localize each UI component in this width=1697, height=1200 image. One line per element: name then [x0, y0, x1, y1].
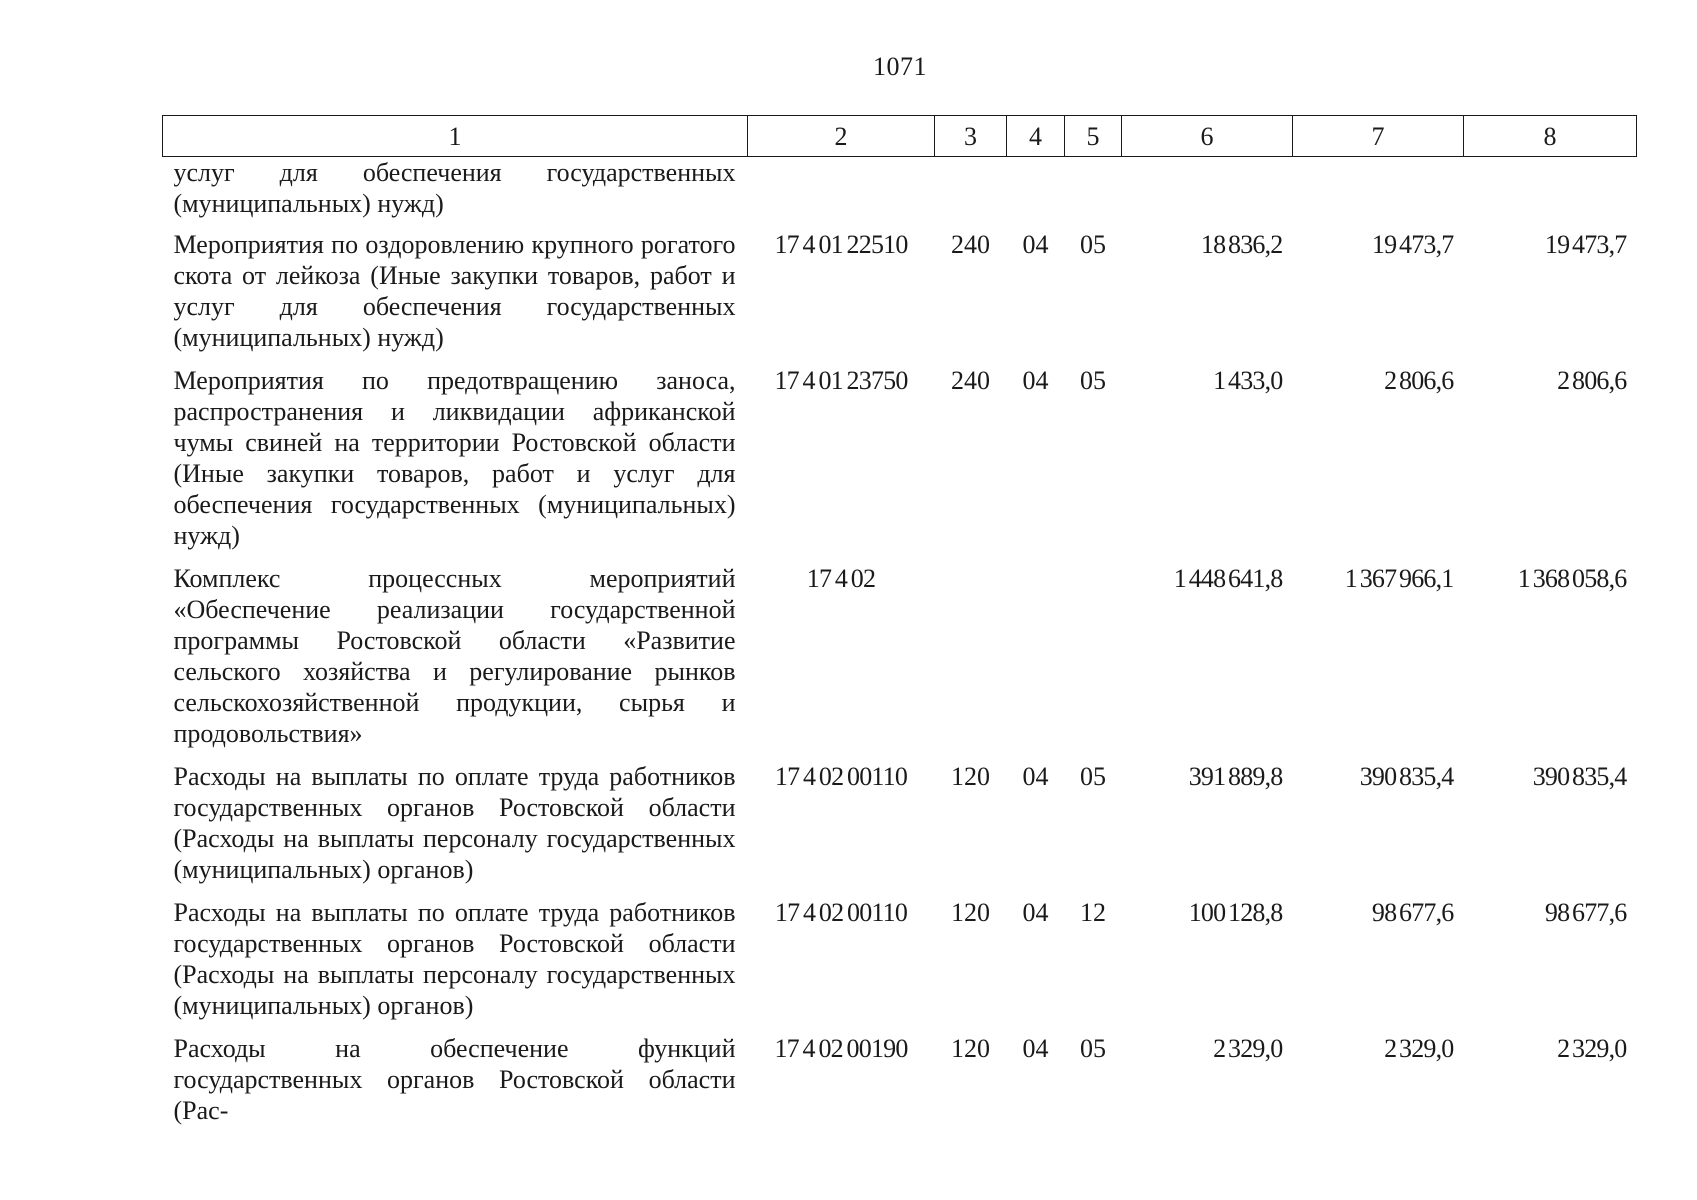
row-description: Комплекс процессных мероприятий «Обеспечение реализации государственной программы Ростовской области «Развитие сельского хозяйства и регулирование рынков сельскохозяйственной продукции, сырья и продовольствия»: [173, 564, 736, 748]
row-subsection: 05: [1080, 762, 1106, 791]
row-expense-type: 240: [951, 230, 990, 259]
row-description: Расходы на обеспечение функций государственных органов Ростовской области (Рас-: [173, 1034, 736, 1125]
row-amount-col6: 391 889,8: [1188, 762, 1283, 791]
row-amount-col6: [1122, 157, 1293, 230]
row-amount-col7: 1 367 966,1: [1344, 564, 1454, 593]
row-subsection: [1065, 563, 1122, 761]
table-row: [163, 897, 1637, 1033]
row-section: 04: [1022, 1034, 1049, 1063]
row-amount-col8: [1464, 157, 1637, 230]
row-section: 04: [1022, 230, 1049, 259]
row-amount-col8: 2 806,6: [1557, 366, 1627, 395]
column-header-3: 3: [935, 116, 1007, 157]
row-amount-col6: 1 448 641,8: [1173, 564, 1283, 593]
table-row: [163, 157, 1637, 230]
page-number: 1071: [873, 52, 927, 81]
column-header-6: 6: [1122, 116, 1293, 157]
row-target-code: 17 4 02 00190: [774, 1034, 908, 1063]
row-target-code: 17 4 02 00110: [774, 762, 908, 791]
row-target-code: 17 4 01 23750: [774, 366, 908, 395]
row-target-code: 17 4 02 00110: [774, 898, 908, 927]
column-header-4: 4: [1007, 116, 1065, 157]
row-subsection: 05: [1080, 230, 1106, 259]
row-expense-type: 120: [951, 1034, 990, 1063]
row-subsection: 05: [1080, 366, 1106, 395]
table-row: [163, 761, 1637, 897]
column-header-2: 2: [748, 116, 935, 157]
table-row: [163, 365, 1637, 563]
budget-table: [162, 115, 1637, 1138]
table-row: [163, 229, 1637, 365]
row-amount-col7: [1293, 157, 1464, 230]
row-description: Мероприятия по предотвращению заноса, распространения и ликвидации африканской чумы свиней на территории Ростовской области (Иные закупки товаров, работ и услуг для обеспечения государственных (муниципальных) нужд): [173, 366, 736, 550]
table-row: [163, 1033, 1637, 1138]
row-expense-type: [935, 157, 1007, 230]
row-target-code: 17 4 02: [806, 564, 876, 593]
row-subsection: 12: [1080, 898, 1106, 927]
row-section: 04: [1022, 762, 1049, 791]
row-amount-col8: 19 473,7: [1544, 230, 1627, 259]
row-section: [1007, 563, 1065, 761]
column-header-7: 7: [1293, 116, 1464, 157]
row-amount-col7: 19 473,7: [1371, 230, 1454, 259]
row-expense-type: [935, 563, 1007, 761]
column-header-5: 5: [1065, 116, 1122, 157]
row-section: 04: [1022, 898, 1049, 927]
row-section: [1007, 157, 1065, 230]
row-amount-col6: 1 433,0: [1213, 366, 1283, 395]
row-description: Мероприятия по оздоровлению крупного рогатого скота от лейкоза (Иные закупки товаров, работ и услуг для обеспечения государственных (муниципальных) нужд): [173, 230, 736, 352]
row-amount-col6: 18 836,2: [1200, 230, 1283, 259]
column-header-8: 8: [1464, 116, 1637, 157]
row-expense-type: 240: [951, 366, 990, 395]
row-amount-col8: 98 677,6: [1544, 898, 1627, 927]
row-description: услуг для обеспечения государственных (муниципальных) нужд): [173, 158, 736, 218]
row-description: Расходы на выплаты по оплате труда работников государственных органов Ростовской области (Расходы на выплаты персоналу государственных (муниципальных) органов): [173, 762, 736, 884]
row-amount-col7: 390 835,4: [1359, 762, 1454, 791]
row-amount-col8: 2 329,0: [1557, 1034, 1627, 1063]
table-header-row: [163, 116, 1637, 157]
row-amount-col6: 100 128,8: [1188, 898, 1283, 927]
row-subsection: [1065, 157, 1122, 230]
row-target-code: [748, 157, 935, 230]
row-amount-col8: 390 835,4: [1532, 762, 1627, 791]
row-expense-type: 120: [951, 898, 990, 927]
row-section: 04: [1022, 366, 1049, 395]
row-amount-col7: 2 806,6: [1384, 366, 1454, 395]
column-header-1: 1: [163, 116, 748, 157]
row-amount-col6: 2 329,0: [1213, 1034, 1283, 1063]
row-expense-type: 120: [951, 762, 990, 791]
row-target-code: 17 4 01 22510: [774, 230, 908, 259]
row-amount-col7: 98 677,6: [1371, 898, 1454, 927]
row-subsection: 05: [1080, 1034, 1106, 1063]
table-row: [163, 563, 1637, 761]
row-amount-col8: 1 368 058,6: [1517, 564, 1627, 593]
row-amount-col7: 2 329,0: [1384, 1034, 1454, 1063]
row-description: Расходы на выплаты по оплате труда работников государственных органов Ростовской области (Расходы на выплаты персоналу государственных (муниципальных) органов): [173, 898, 736, 1020]
